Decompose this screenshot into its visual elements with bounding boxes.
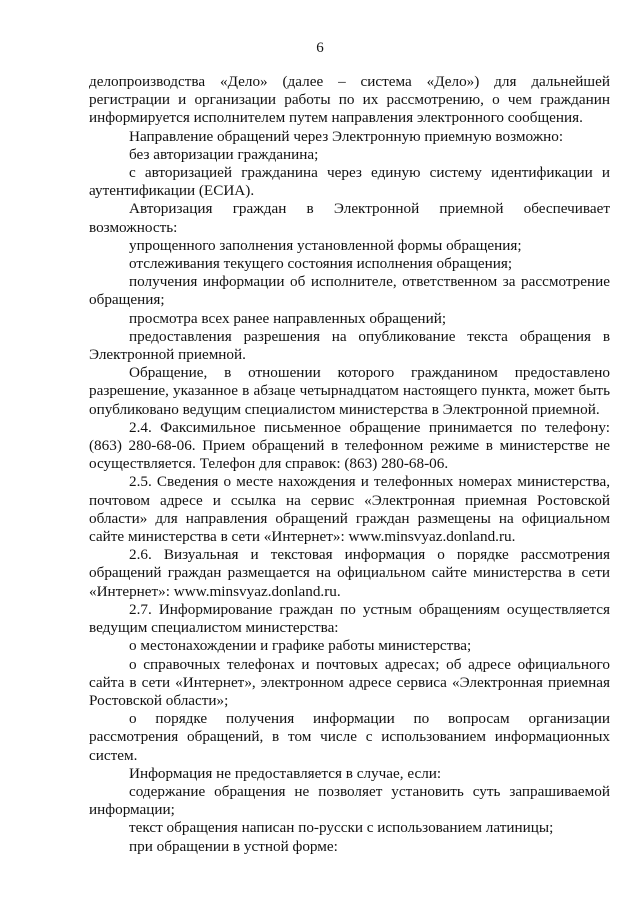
paragraph: при обращении в устной форме:: [129, 837, 338, 855]
paragraph: о порядке получения информации по вопросам организации рассмотрения обращений, в том числе с использованием информационных систем.: [89, 710, 610, 764]
paragraph: Авторизация граждан в Электронной приемной обеспечивает возможность:: [89, 200, 610, 236]
paragraph: о местонахождении и графике работы министерства;: [129, 637, 472, 655]
paragraph: о справочных телефонах и почтовых адресах; об адресе официального сайта в сети «Интернет», электронном адресе сервиса «Электронная приемная Ростовской области»;: [89, 655, 610, 709]
paragraph: Обращение, в отношении которого гражданином предоставлено разрешение, указанное в абзаце четырнадцатом настоящего пункта, может быть опубликовано ведущим специалистом министерства в Электронной приемной.: [89, 364, 610, 418]
paragraph: без авторизации гражданина;: [129, 145, 319, 163]
page-number: 6: [316, 40, 324, 56]
paragraph: Направление обращений через Электронную приемную возможно:: [129, 127, 564, 145]
paragraph: упрощенного заполнения установленной формы обращения;: [129, 236, 522, 254]
paragraph: 2.6. Визуальная и текстовая информация о порядке рассмотрения обращений граждан размещается на официальном сайте министерства в сети «Интернет»: www.minsvyaz.donland.ru.: [89, 546, 610, 600]
paragraph: отслеживания текущего состояния исполнения обращения;: [129, 255, 513, 273]
paragraph: предоставления разрешения на опубликование текста обращения в Электронной приемной.: [89, 327, 610, 364]
paragraph: 2.7. Информирование граждан по устным обращениям осуществляется ведущим специалистом министерства:: [89, 600, 610, 637]
paragraph: делопроизводства «Дело» (далее – система «Дело») для дальнейшей регистрации и организации работы по их рассмотрению, о чем гражданин информируется исполнителем путем направления электронного сообщения.: [89, 73, 610, 127]
paragraph: просмотра всех ранее направленных обращений;: [129, 309, 447, 327]
paragraph: 2.5. Сведения о месте нахождения и телефонных номерах министерства, почтовом адресе и ссылка на сервис «Электронная приемная Ростовской области» для направления обращений граждан размещены на официальном сайте министерства в сети «Интернет»: www.minsvyaz.donland.ru.: [89, 473, 610, 546]
paragraph: содержание обращения не позволяет установить суть запрашиваемой информации;: [89, 782, 610, 819]
paragraph: с авторизацией гражданина через единую систему идентификации и аутентификации (ЕСИА).: [89, 164, 610, 200]
paragraph: получения информации об исполнителе, ответственном за рассмотрение обращения;: [89, 273, 610, 309]
paragraph: текст обращения написан по-русски с использованием латиницы;: [129, 819, 554, 837]
paragraph: Информация не предоставляется в случае, если:: [129, 764, 442, 782]
document-body: [89, 73, 610, 856]
paragraph: 2.4. Факсимильное письменное обращение принимается по телефону: (863) 280-68-06. Прием обращений в телефонном режиме в министерстве не осуществляется. Телефон для справок: (863) 280-68-06.: [89, 418, 610, 473]
